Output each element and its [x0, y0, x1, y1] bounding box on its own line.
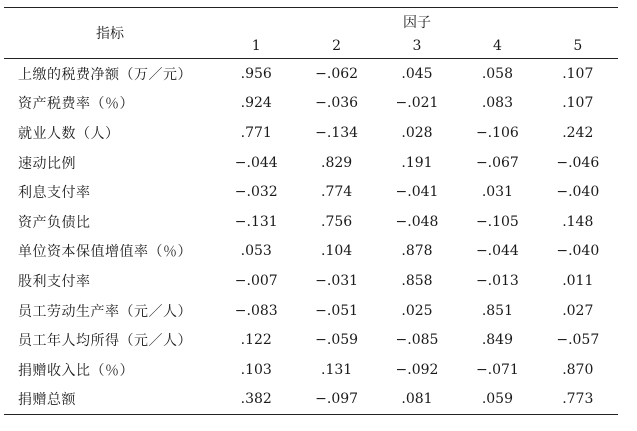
- table-cell: .107: [562, 95, 594, 112]
- row-label: 就业人数（人）: [18, 125, 120, 142]
- table-cell: .849: [481, 332, 513, 349]
- table-cell: .771: [240, 124, 272, 141]
- table-cell: −.134: [315, 124, 359, 141]
- table-cell: .382: [216, 385, 296, 415]
- table-cell: .924: [240, 95, 272, 112]
- table-cell: .025: [401, 302, 433, 319]
- row-label: 捐赠总额: [4, 385, 216, 415]
- table-cell: .858: [401, 272, 433, 289]
- table-cell: −.040: [556, 243, 600, 260]
- table-cell: .131: [321, 361, 353, 378]
- table-cell: .045: [401, 65, 433, 82]
- table-row: [4, 237, 618, 267]
- row-label: 捐赠收入比（％）: [18, 362, 134, 379]
- factor-number-3: 3: [377, 34, 457, 59]
- row-label: 员工劳动生产率（元／人）: [18, 303, 192, 320]
- table-cell: −.105: [475, 213, 519, 230]
- table-cell: .774: [321, 184, 353, 201]
- table-cell: .081: [377, 385, 457, 415]
- factor-number-4: 4: [457, 34, 537, 59]
- table-row: [4, 385, 618, 415]
- table-cell: −.083: [234, 302, 278, 319]
- table-cell: −.062: [315, 65, 359, 82]
- table-header: [4, 8, 618, 59]
- table-row: [4, 325, 618, 355]
- table-cell: −.048: [395, 213, 439, 230]
- row-label: 资产税费率（％）: [18, 96, 134, 113]
- table-cell: −.057: [556, 332, 600, 349]
- table-row: [4, 355, 618, 385]
- factor-number-1: 1: [216, 34, 296, 59]
- table-cell: −.032: [234, 184, 278, 201]
- metric-column-header: 指标: [4, 8, 216, 59]
- table-cell: .103: [240, 361, 272, 378]
- table-cell: −.044: [234, 154, 278, 171]
- row-label: 资产负债比: [18, 214, 91, 231]
- header-row-top: [4, 8, 618, 35]
- table-cell: .028: [401, 124, 433, 141]
- table-cell: .829: [321, 154, 353, 171]
- table-cell: −.036: [315, 95, 359, 112]
- table-cell: −.059: [315, 332, 359, 349]
- table-cell: .878: [401, 243, 433, 260]
- table-row: [4, 89, 618, 119]
- table-row: [4, 148, 618, 178]
- table-cell: .059: [457, 385, 537, 415]
- table-row: [4, 59, 618, 89]
- row-label: 单位资本保值增值率（％）: [18, 244, 192, 261]
- factor-loading-table: [4, 7, 618, 415]
- table-cell: −.041: [395, 184, 439, 201]
- table-row: [4, 177, 618, 207]
- row-label: 员工年人均所得（元／人）: [18, 333, 192, 350]
- table-cell: −.092: [395, 361, 439, 378]
- table-row: [4, 118, 618, 148]
- factor-number-2: 2: [296, 34, 376, 59]
- table-body: [4, 59, 618, 415]
- factor-group-header: 因子: [216, 8, 618, 35]
- table-cell: .083: [481, 95, 513, 112]
- table-cell: .773: [538, 385, 618, 415]
- table-cell: .011: [562, 272, 594, 289]
- table-cell: .148: [562, 213, 594, 230]
- table-row: [4, 266, 618, 296]
- factor-number-5: 5: [538, 34, 618, 59]
- table-cell: −.021: [395, 95, 439, 112]
- table-cell: .756: [321, 213, 353, 230]
- row-label: 速动比例: [18, 155, 76, 172]
- table-cell: .242: [562, 124, 594, 141]
- table-cell: .031: [481, 184, 513, 201]
- table-cell: −.051: [315, 302, 359, 319]
- table-cell: .191: [401, 154, 433, 171]
- row-label: 利息支付率: [18, 185, 91, 202]
- table-cell: .870: [562, 361, 594, 378]
- table-cell: −.046: [556, 154, 600, 171]
- row-label: 股利支付率: [18, 273, 91, 290]
- table-cell: −.067: [475, 154, 519, 171]
- table-cell: −.040: [556, 184, 600, 201]
- table-row: [4, 296, 618, 326]
- table-cell: −.013: [475, 272, 519, 289]
- table-cell: −.131: [234, 213, 278, 230]
- table-cell: .053: [240, 243, 272, 260]
- table-cell: −.085: [395, 332, 439, 349]
- row-label: 上缴的税费净额（万／元）: [18, 66, 192, 83]
- table-cell: −.044: [475, 243, 519, 260]
- table-cell: −.031: [315, 272, 359, 289]
- table-cell: .058: [481, 65, 513, 82]
- table-row: [4, 207, 618, 237]
- table-cell: .122: [240, 332, 272, 349]
- table-cell: −.106: [475, 124, 519, 141]
- table-cell: .104: [321, 243, 353, 260]
- table-cell: −.071: [475, 361, 519, 378]
- table-cell: −.007: [234, 272, 278, 289]
- table-cell: .107: [562, 65, 594, 82]
- table-cell: .027: [562, 302, 594, 319]
- table-cell: .851: [481, 302, 513, 319]
- table-cell: −.097: [296, 385, 376, 415]
- table-cell: .956: [240, 65, 272, 82]
